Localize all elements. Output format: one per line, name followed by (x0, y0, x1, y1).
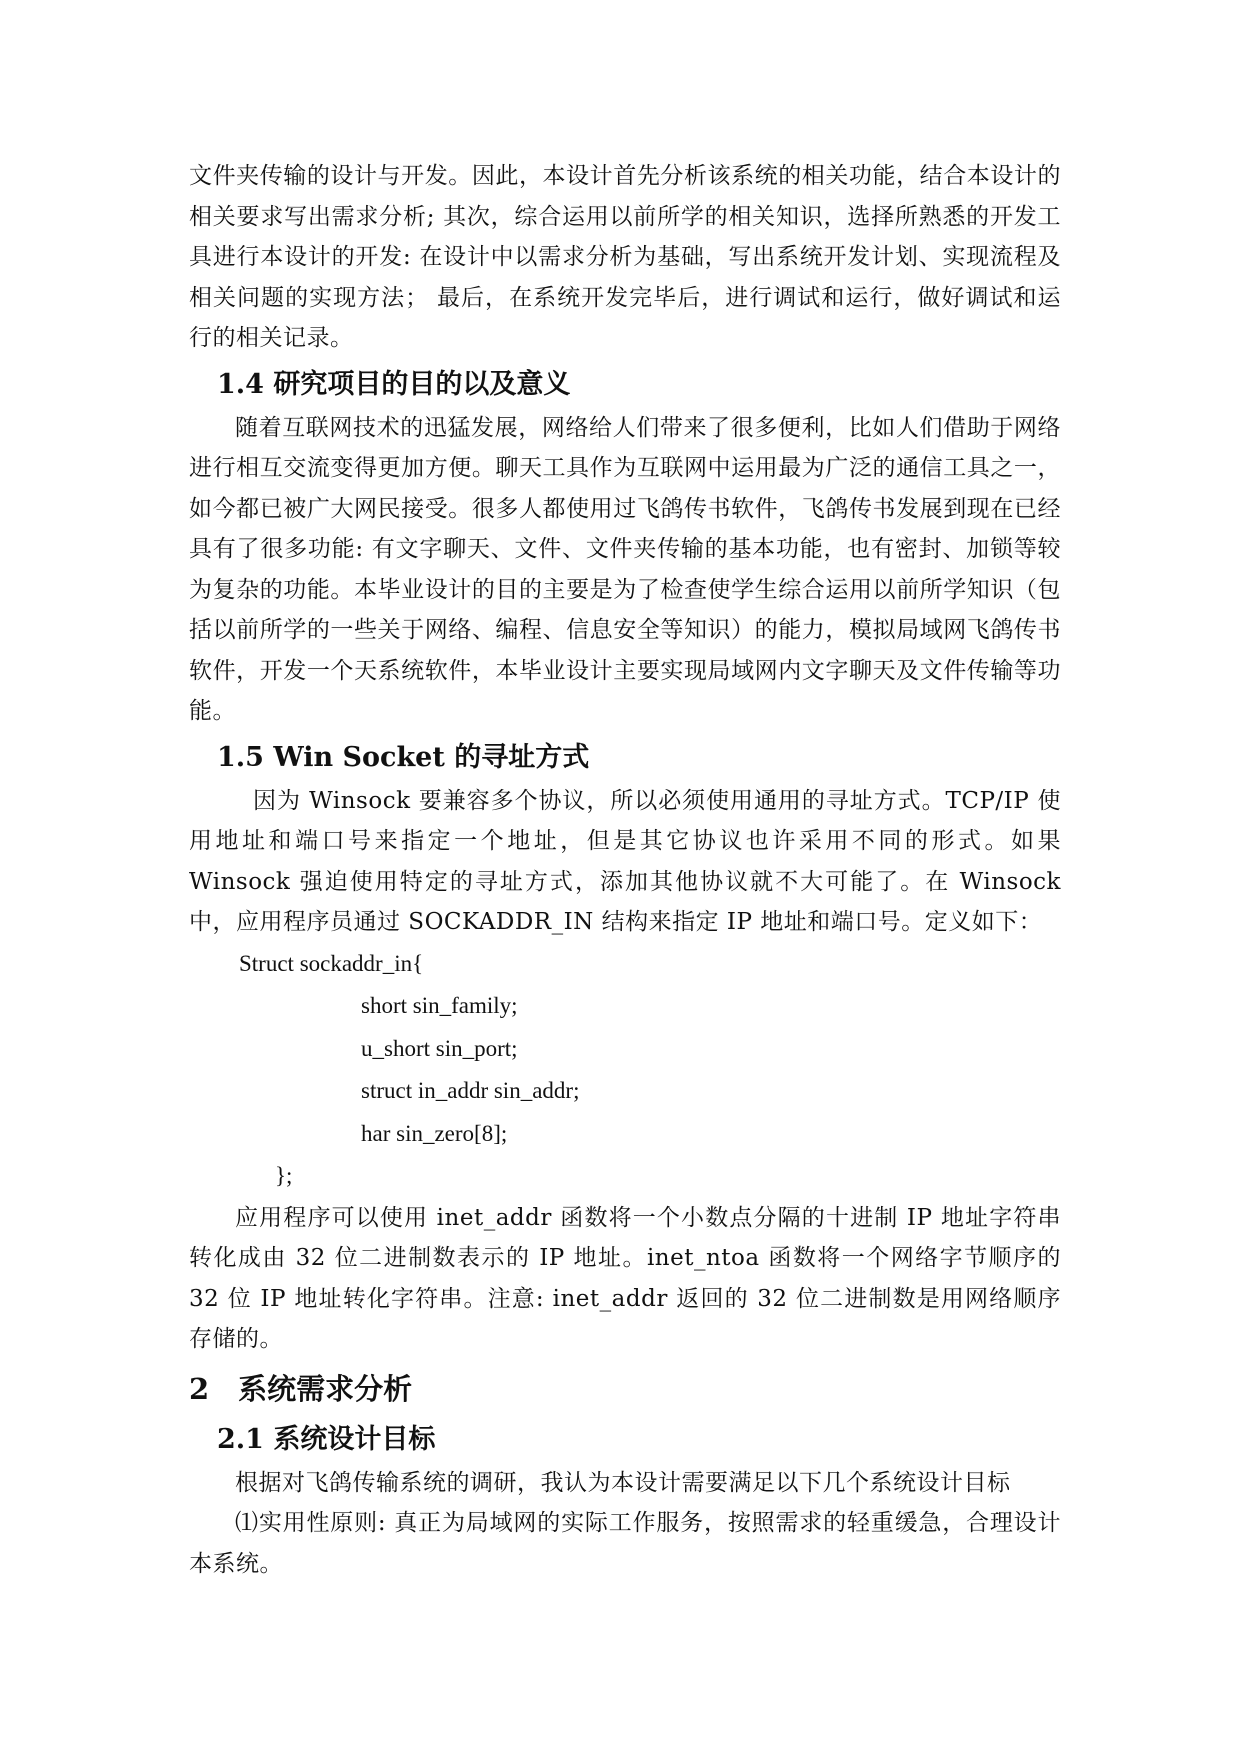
code-line-sin-addr: struct in_addr sin_addr; (361, 1078, 580, 1103)
paragraph-intro-continued: 文件夹传输的设计与开发。因此，本设计首先分析该系统的相关功能，结合本设计的相关要求写出需求分析; 其次，综合运用以前所学的相关知识，选择所熟悉的开发工具进行本设计的开发: 在设计中以需求分析为基础，写出系统开发计划、实现流程及相关问题的实现方法； 最后，在系统开发完毕后，进行调试和运行，做好调试和运行的相关记录。 (189, 163, 1061, 351)
code-line-sin-zero: har sin_zero[8]; (361, 1120, 508, 1146)
section-heading-2-1: 2.1 系统设计目标 (217, 1423, 436, 1455)
paragraph-purpose: 随着互联网技术的迅猛发展，网络给人们带来了很多便利，比如人们借助于网络进行相互交流变得更加方便。聊天工具作为互联网中运用最为广泛的通信工具之一，如今都已被广大网民接受。很多人都使用过飞鸽传书软件，飞鸽传书发展到现在已经具有了很多功能: 有文字聊天、文件、文件夹传输的基本功能，也有密封、加锁等较为复杂的功能。本毕业设计的目的主要是为了检查使学生综合运用以前所学知识（包括以前所学的一些关于网络、编程、信息安全等知识）的能力，模拟局域网飞鸽传书软件，开发一个天系统软件，本毕业设计主要实现局域网内文字聊天及文件传输等功能。 (189, 414, 1061, 724)
paragraph-addressing: 因为 Winsock 要兼容多个协议，所以必须使用通用的寻址方式。TCP/IP 使用地址和端口号来指定一个地址，但是其它协议也许采用不同的形式。如果 Winsock 强迫使用特定的寻址方式，添加其他协议就不大可能了。在 Winsock 中，应用程序员通过 SOCKADDR_IN 结构来指定 IP 地址和端口号。定义如下： (189, 787, 1061, 935)
section-heading-1-4: 1.4 研究项目的目的以及意义 (217, 368, 571, 400)
chapter-heading-2: 2 系统需求分析 (189, 1371, 413, 1406)
section-heading-1-5: 1.5 Win Socket 的寻址方式 (217, 741, 590, 773)
code-line-struct-close: }; (275, 1163, 293, 1188)
paragraph-design-goals: 根据对飞鸽传输系统的调研，我认为本设计需要满足以下几个系统设计目标 (235, 1469, 1011, 1496)
code-line-sin-port: u_short sin_port; (361, 1035, 518, 1061)
paragraph-practicality-principle: ⑴实用性原则: 真正为局域网的实际工作服务，按照需求的轻重缓急，合理设计本系统。 (189, 1510, 1061, 1577)
code-line-struct-open: Struct sockaddr_in{ (239, 950, 424, 976)
paragraph-inet-functions: 应用程序可以使用 inet_addr 函数将一个小数点分隔的十进制 IP 地址字符串转化成由 32 位二进制数表示的 IP 地址。inet_ntoa 函数将一个网络字节顺序的 32 位 IP 地址转化字符串。注意: inet_addr 返回的 32 位二进制数是用网络顺序存储的。 (189, 1204, 1061, 1352)
code-line-sin-family: short sin_family; (361, 993, 518, 1018)
page-content (189, 156, 1061, 1584)
